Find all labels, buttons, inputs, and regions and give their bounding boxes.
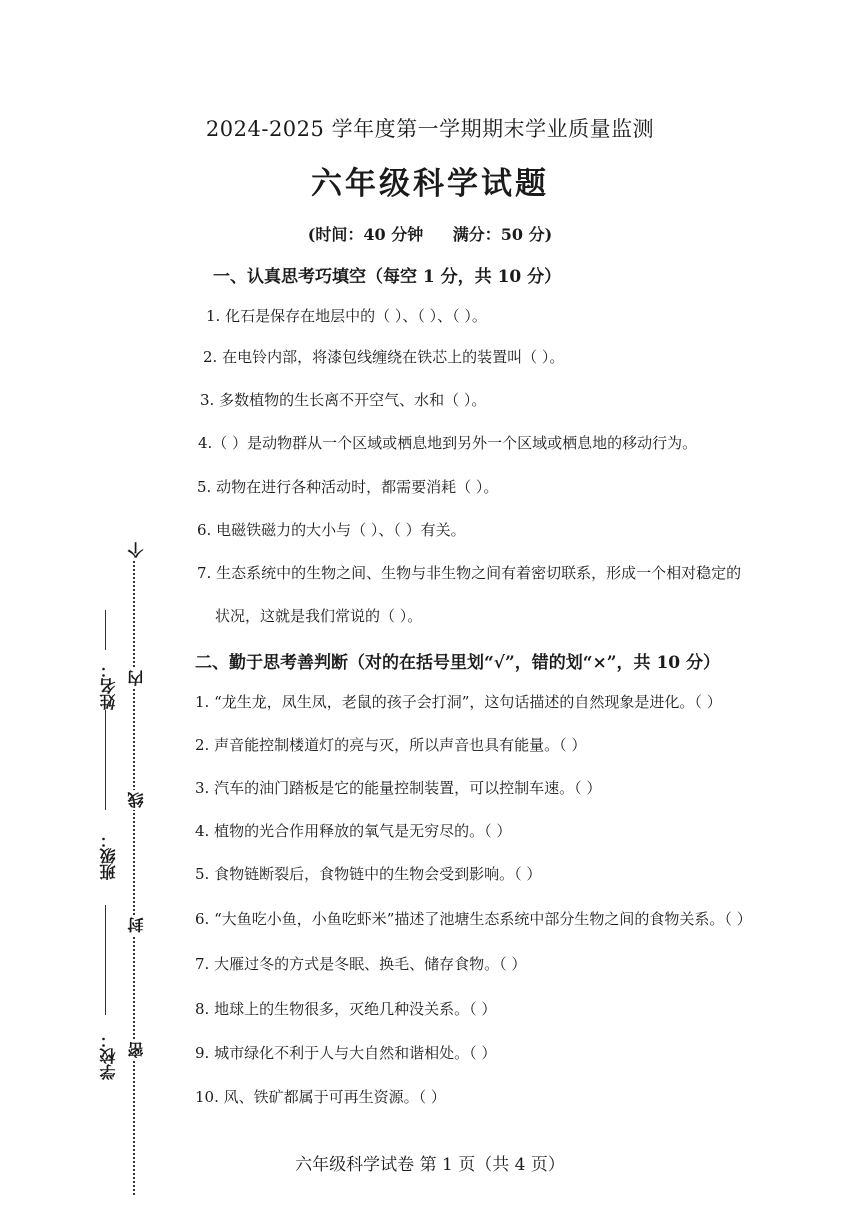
binding-mark-ge: 个: [127, 542, 146, 558]
page-footer: 六年级科学试卷 第 1 页（共 4 页）: [295, 1155, 565, 1175]
s2-question-7: 7. 大雁过冬的方式是冬眠、换毛、储存食物。（ ）: [195, 955, 527, 973]
s1-question-2: 2. 在电铃内部，将漆包线缠绕在铁芯上的装置叫（ ）。: [203, 348, 565, 366]
exam-time: (时间：40 分钟: [307, 225, 424, 244]
s1-question-5: 5. 动物在进行各种活动时，都需要消耗（ ）。: [197, 478, 499, 496]
s2-question-10: 10. 风、铁矿都属于可再生资源。（ ）: [195, 1088, 446, 1106]
s2-question-9: 9. 城市绿化不利于人与大自然和谐相处。（ ）: [195, 1044, 497, 1062]
s2-question-5: 5. 食物链断裂后，食物链中的生物会受到影响。（ ）: [195, 865, 542, 883]
s1-question-7-cont: 状况，这就是我们常说的（ ）。: [215, 607, 423, 625]
binding-mark-nei: 内: [127, 670, 146, 686]
class-label: 班级：: [99, 832, 118, 880]
class-field-line[interactable]: [105, 710, 106, 810]
name-field-line[interactable]: [105, 610, 106, 650]
s1-question-1: 1. 化石是保存在地层中的（ ）、（ ）、（ ）。: [206, 307, 487, 325]
exam-meta: [0, 222, 860, 245]
s2-question-2: 2. 声音能控制楼道灯的亮与灭，所以声音也具有能量。（ ）: [195, 736, 587, 754]
school-label: 学校：: [99, 1032, 118, 1080]
section-2-title: 二、勤于思考善判断（对的在括号里划“√”，错的划“×”，共 10 分）: [195, 653, 721, 673]
s1-question-6: 6. 电磁铁磁力的大小与（ ）、（ ）有关。: [197, 521, 466, 539]
s2-question-4: 4. 植物的光合作用释放的氧气是无穷尽的。（ ）: [195, 822, 512, 840]
school-field-line[interactable]: [105, 905, 106, 1015]
binding-mark-feng: 封: [127, 917, 146, 933]
binding-mark-mi: 密: [127, 1042, 146, 1058]
binding-mark-xian: 线: [127, 792, 146, 808]
name-label: 姓名：: [99, 662, 118, 710]
section-1-title: 一、认真思考巧填空（每空 1 分，共 10 分）: [213, 267, 562, 287]
s2-question-8: 8. 地球上的生物很多，灭绝几种没关系。（ ）: [195, 1000, 497, 1018]
s1-question-3: 3. 多数植物的生长离不开空气、水和（ ）。: [200, 391, 487, 409]
s1-question-4: 4.（ ）是动物群从一个区域或栖息地到另外一个区域或栖息地的移动行为。: [198, 434, 698, 452]
exam-title-main: 六年级科学试题: [311, 166, 549, 202]
binding-dotted-line: [133, 540, 135, 1195]
s2-question-6: 6. “大鱼吃小鱼，小鱼吃虾米”描述了池塘生态系统中部分生物之间的食物关系。（ ）: [195, 910, 752, 928]
s2-question-1: 1. “龙生龙，凤生凤，老鼠的孩子会打洞”，这句话描述的自然现象是进化。（ ）: [195, 693, 722, 711]
exam-score: 满分：50 分): [452, 225, 553, 244]
s1-question-7: 7. 生态系统中的生物之间、生物与非生物之间有着密切联系，形成一个相对稳定的: [197, 564, 742, 582]
exam-title-line1: 2024-2025 学年度第一学期期末学业质量监测: [205, 117, 655, 141]
s2-question-3: 3. 汽车的油门踏板是它的能量控制装置，可以控制车速。（ ）: [195, 779, 602, 797]
